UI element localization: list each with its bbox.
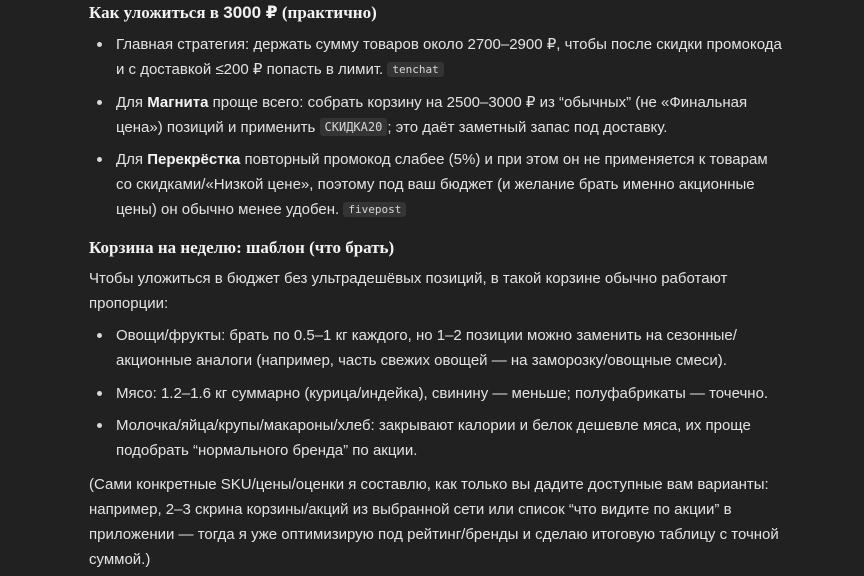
bullet-icon: [97, 333, 102, 338]
bullet-icon: [97, 391, 102, 396]
source-badge-tenchat[interactable]: tenchat: [387, 62, 443, 77]
source-badge-fivepost[interactable]: fivepost: [343, 202, 406, 217]
bullet-icon: [97, 423, 102, 428]
store-name-magnit: Магнита: [147, 94, 209, 111]
list-item-text: Главная стратегия: держать сумму товаров около 2700–2900 ₽, чтобы после скидки промокода и с доставкой ≤200 ₽ попасть в лимит. tenchat: [116, 36, 782, 78]
heading-suffix: (практично): [277, 3, 377, 22]
basket-intro: Чтобы уложиться в бюджет без ультрадешёвых позиций, в такой корзине обычно работают пропорции:: [89, 270, 728, 312]
heading-text: Как уложиться в: [89, 3, 224, 22]
section-heading-basket: Корзина на неделю: шаблон (что брать): [89, 238, 395, 257]
heading-amount: 3000 ₽: [223, 3, 278, 22]
bullet-icon: [97, 42, 102, 47]
list-item-text: Молочка/яйца/крупы/макароны/хлеб: закрывают калории и белок дешевле мяса, их проще подобрать “нормального бренда” по акции.: [116, 417, 751, 459]
list-item-text: Для Магнита проще всего: собрать корзину на 2500–3000 ₽ из “обычных” (не «Финальная цена») позиций и применить СКИДКА20 ; это даёт заметный запас под доставку.: [116, 94, 748, 136]
bullet-icon: [97, 100, 102, 105]
list-item-text: Овощи/фрукты: брать по 0.5–1 кг каждого, но 1–2 позиции можно заменить на сезонные/акционные аналоги (например, часть свежих овощей — на заморозку/овощные смеси).: [116, 327, 737, 369]
promo-code: СКИДКА20: [320, 118, 388, 136]
closing-note: (Сами конкретные SKU/цены/оценки я составлю, как только вы дадите доступные вам варианты: например, 2–3 скрина корзины/акций из выбранной сети или список “что видите по акции” в приложении — тогда я уже оптимизирую под рейтинг/бренды и сделаю итоговую таблицу с точной суммой.): [89, 476, 779, 568]
bullet-icon: [97, 157, 102, 162]
list-item-text: Мясо: 1.2–1.6 кг суммарно (курица/индейка), свинину — меньше; полуфабрикаты — точечно.: [116, 385, 769, 402]
list-item-text: Для Перекрёстка повторный промокод слабее (5%) и при этом он не применяется к товарам со скидками/«Низкой цене», поэтому под ваш бюджет (и желание брать именно акционные цены) он обычно менее удобен. fivepost: [116, 151, 768, 218]
section-heading-budget: [89, 3, 377, 23]
store-name-perekrestok: Перекрёстка: [147, 151, 241, 168]
